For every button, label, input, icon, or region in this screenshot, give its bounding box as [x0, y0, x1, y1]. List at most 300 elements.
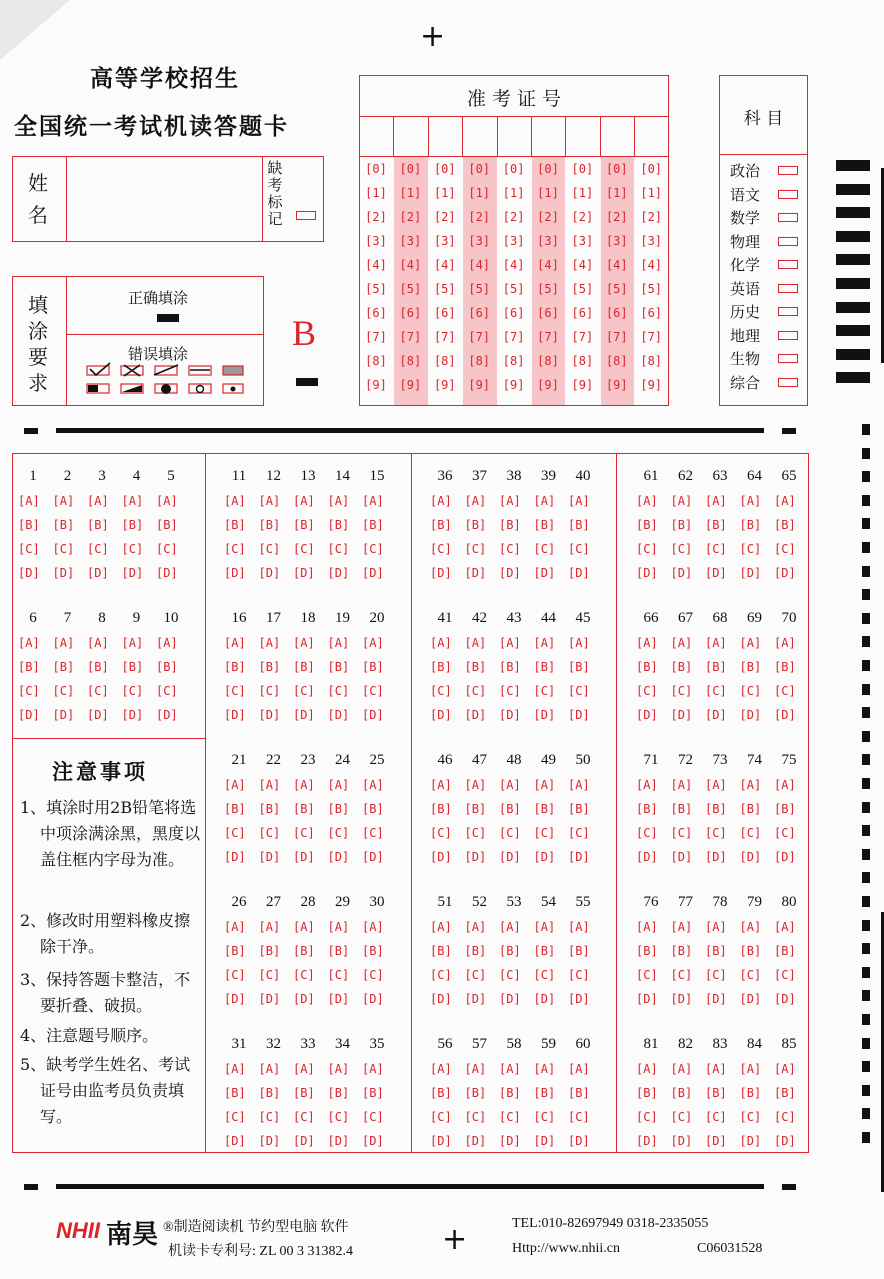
option-c-bubble[interactable] — [430, 968, 452, 982]
option-d-bubble[interactable] — [774, 1134, 796, 1148]
option-a-bubble[interactable] — [224, 636, 246, 650]
option-c-bubble[interactable] — [328, 684, 350, 698]
option-d-bubble[interactable] — [534, 566, 556, 580]
option-a-bubble[interactable] — [156, 636, 178, 650]
option-a-bubble[interactable] — [705, 1062, 727, 1076]
option-c-bubble[interactable] — [774, 1110, 796, 1124]
option-b-bubble[interactable] — [430, 660, 452, 674]
option-a-bubble[interactable] — [430, 1062, 452, 1076]
option-a-bubble[interactable] — [430, 920, 452, 934]
exam-digit-bubble[interactable] — [395, 210, 425, 224]
exam-digit-bubble[interactable] — [567, 282, 597, 296]
exam-digit-bubble[interactable] — [430, 186, 460, 200]
option-d-bubble[interactable] — [499, 1134, 521, 1148]
option-c-bubble[interactable] — [705, 542, 727, 556]
option-d-bubble[interactable] — [259, 992, 281, 1006]
option-b-bubble[interactable] — [259, 518, 281, 532]
option-d-bubble[interactable] — [465, 708, 487, 722]
option-d-bubble[interactable] — [430, 566, 452, 580]
option-b-bubble[interactable] — [740, 944, 762, 958]
option-b-bubble[interactable] — [328, 518, 350, 532]
option-c-bubble[interactable] — [87, 684, 109, 698]
option-a-bubble[interactable] — [636, 494, 658, 508]
option-b-bubble[interactable] — [328, 660, 350, 674]
exam-digit-bubble[interactable] — [395, 234, 425, 248]
option-c-bubble[interactable] — [122, 684, 144, 698]
option-d-bubble[interactable] — [705, 850, 727, 864]
option-a-bubble[interactable] — [293, 920, 315, 934]
option-a-bubble[interactable] — [774, 778, 796, 792]
option-c-bubble[interactable] — [499, 968, 521, 982]
exam-digit-bubble[interactable] — [533, 258, 563, 272]
option-b-bubble[interactable] — [259, 802, 281, 816]
subject-row[interactable] — [728, 325, 808, 347]
option-a-bubble[interactable] — [740, 778, 762, 792]
exam-digit-bubble[interactable] — [499, 186, 529, 200]
option-b-bubble[interactable] — [499, 802, 521, 816]
option-c-bubble[interactable] — [293, 1110, 315, 1124]
exam-digit-bubble[interactable] — [533, 210, 563, 224]
option-c-bubble[interactable] — [430, 826, 452, 840]
option-c-bubble[interactable] — [259, 1110, 281, 1124]
exam-digit-bubble[interactable] — [567, 186, 597, 200]
option-b-bubble[interactable] — [636, 944, 658, 958]
option-a-bubble[interactable] — [671, 1062, 693, 1076]
subject-row[interactable] — [728, 207, 808, 229]
exam-digit-bubble[interactable] — [636, 234, 666, 248]
exam-digit-bubble[interactable] — [499, 258, 529, 272]
option-a-bubble[interactable] — [705, 636, 727, 650]
option-a-bubble[interactable] — [740, 494, 762, 508]
exam-digit-bubble[interactable] — [636, 378, 666, 392]
option-b-bubble[interactable] — [534, 518, 556, 532]
exam-digit-bubble[interactable] — [499, 282, 529, 296]
option-d-bubble[interactable] — [534, 850, 556, 864]
option-c-bubble[interactable] — [465, 542, 487, 556]
option-b-bubble[interactable] — [18, 660, 40, 674]
option-b-bubble[interactable] — [122, 660, 144, 674]
option-a-bubble[interactable] — [259, 920, 281, 934]
subject-row[interactable] — [728, 184, 808, 206]
option-a-bubble[interactable] — [534, 778, 556, 792]
option-b-bubble[interactable] — [568, 1086, 590, 1100]
option-b-bubble[interactable] — [328, 802, 350, 816]
option-b-bubble[interactable] — [259, 944, 281, 958]
option-b-bubble[interactable] — [465, 660, 487, 674]
exam-digit-bubble[interactable] — [464, 258, 494, 272]
option-d-bubble[interactable] — [18, 708, 40, 722]
option-b-bubble[interactable] — [465, 1086, 487, 1100]
option-d-bubble[interactable] — [430, 992, 452, 1006]
option-c-bubble[interactable] — [636, 826, 658, 840]
exam-digit-bubble[interactable] — [499, 210, 529, 224]
option-a-bubble[interactable] — [18, 636, 40, 650]
option-c-bubble[interactable] — [774, 684, 796, 698]
option-a-bubble[interactable] — [499, 636, 521, 650]
option-b-bubble[interactable] — [740, 802, 762, 816]
option-a-bubble[interactable] — [774, 494, 796, 508]
subject-bubble[interactable] — [778, 166, 798, 175]
option-d-bubble[interactable] — [328, 566, 350, 580]
option-d-bubble[interactable] — [636, 708, 658, 722]
option-a-bubble[interactable] — [362, 1062, 384, 1076]
option-d-bubble[interactable] — [430, 850, 452, 864]
option-c-bubble[interactable] — [328, 826, 350, 840]
option-d-bubble[interactable] — [53, 708, 75, 722]
exam-digit-bubble[interactable] — [533, 330, 563, 344]
option-d-bubble[interactable] — [499, 992, 521, 1006]
exam-digit-bubble[interactable] — [464, 210, 494, 224]
option-b-bubble[interactable] — [430, 518, 452, 532]
option-b-bubble[interactable] — [774, 660, 796, 674]
option-d-bubble[interactable] — [671, 566, 693, 580]
option-b-bubble[interactable] — [740, 660, 762, 674]
option-d-bubble[interactable] — [568, 1134, 590, 1148]
exam-number-write-cell[interactable] — [499, 118, 529, 154]
option-d-bubble[interactable] — [156, 708, 178, 722]
subject-row[interactable] — [728, 160, 808, 182]
option-a-bubble[interactable] — [499, 494, 521, 508]
option-d-bubble[interactable] — [87, 566, 109, 580]
option-b-bubble[interactable] — [636, 660, 658, 674]
option-c-bubble[interactable] — [224, 1110, 246, 1124]
option-a-bubble[interactable] — [328, 920, 350, 934]
exam-digit-bubble[interactable] — [430, 330, 460, 344]
option-d-bubble[interactable] — [740, 1134, 762, 1148]
option-a-bubble[interactable] — [568, 494, 590, 508]
exam-digit-bubble[interactable] — [430, 378, 460, 392]
option-b-bubble[interactable] — [534, 802, 556, 816]
option-a-bubble[interactable] — [671, 494, 693, 508]
exam-digit-bubble[interactable] — [361, 282, 391, 296]
option-d-bubble[interactable] — [568, 992, 590, 1006]
option-b-bubble[interactable] — [499, 944, 521, 958]
exam-digit-bubble[interactable] — [430, 306, 460, 320]
option-b-bubble[interactable] — [465, 944, 487, 958]
option-b-bubble[interactable] — [430, 944, 452, 958]
option-a-bubble[interactable] — [705, 920, 727, 934]
option-a-bubble[interactable] — [259, 1062, 281, 1076]
option-d-bubble[interactable] — [259, 566, 281, 580]
option-d-bubble[interactable] — [774, 708, 796, 722]
option-a-bubble[interactable] — [362, 778, 384, 792]
exam-digit-bubble[interactable] — [602, 378, 632, 392]
option-b-bubble[interactable] — [362, 944, 384, 958]
exam-digit-bubble[interactable] — [602, 186, 632, 200]
option-b-bubble[interactable] — [705, 518, 727, 532]
option-b-bubble[interactable] — [534, 1086, 556, 1100]
option-b-bubble[interactable] — [362, 518, 384, 532]
option-b-bubble[interactable] — [259, 1086, 281, 1100]
option-d-bubble[interactable] — [362, 1134, 384, 1148]
exam-digit-bubble[interactable] — [533, 162, 563, 176]
exam-digit-bubble[interactable] — [430, 234, 460, 248]
option-b-bubble[interactable] — [534, 660, 556, 674]
option-c-bubble[interactable] — [568, 542, 590, 556]
option-c-bubble[interactable] — [362, 826, 384, 840]
exam-digit-bubble[interactable] — [361, 258, 391, 272]
exam-digit-bubble[interactable] — [464, 306, 494, 320]
option-d-bubble[interactable] — [259, 708, 281, 722]
option-a-bubble[interactable] — [293, 494, 315, 508]
option-c-bubble[interactable] — [499, 1110, 521, 1124]
option-c-bubble[interactable] — [740, 826, 762, 840]
option-a-bubble[interactable] — [465, 778, 487, 792]
option-c-bubble[interactable] — [293, 542, 315, 556]
option-c-bubble[interactable] — [705, 826, 727, 840]
option-d-bubble[interactable] — [362, 708, 384, 722]
option-b-bubble[interactable] — [224, 802, 246, 816]
option-a-bubble[interactable] — [465, 636, 487, 650]
option-d-bubble[interactable] — [636, 566, 658, 580]
exam-digit-bubble[interactable] — [636, 162, 666, 176]
option-b-bubble[interactable] — [534, 944, 556, 958]
subject-row[interactable] — [728, 254, 808, 276]
option-a-bubble[interactable] — [740, 636, 762, 650]
option-d-bubble[interactable] — [705, 992, 727, 1006]
option-a-bubble[interactable] — [499, 920, 521, 934]
exam-number-write-cell[interactable] — [533, 118, 563, 154]
option-b-bubble[interactable] — [740, 518, 762, 532]
option-d-bubble[interactable] — [671, 708, 693, 722]
option-c-bubble[interactable] — [53, 684, 75, 698]
option-b-bubble[interactable] — [705, 660, 727, 674]
subject-bubble[interactable] — [778, 260, 798, 269]
option-c-bubble[interactable] — [740, 542, 762, 556]
option-c-bubble[interactable] — [568, 826, 590, 840]
option-d-bubble[interactable] — [293, 850, 315, 864]
option-a-bubble[interactable] — [499, 1062, 521, 1076]
option-b-bubble[interactable] — [568, 660, 590, 674]
subject-row[interactable] — [728, 231, 808, 253]
exam-digit-bubble[interactable] — [361, 186, 391, 200]
option-b-bubble[interactable] — [705, 802, 727, 816]
option-b-bubble[interactable] — [774, 802, 796, 816]
exam-digit-bubble[interactable] — [499, 306, 529, 320]
option-d-bubble[interactable] — [499, 566, 521, 580]
subject-bubble[interactable] — [778, 354, 798, 363]
option-a-bubble[interactable] — [362, 494, 384, 508]
option-a-bubble[interactable] — [465, 1062, 487, 1076]
option-a-bubble[interactable] — [568, 778, 590, 792]
absent-mark-bubble[interactable] — [296, 211, 316, 220]
option-c-bubble[interactable] — [328, 968, 350, 982]
option-a-bubble[interactable] — [87, 494, 109, 508]
option-a-bubble[interactable] — [740, 920, 762, 934]
option-b-bubble[interactable] — [328, 944, 350, 958]
exam-digit-bubble[interactable] — [636, 210, 666, 224]
exam-digit-bubble[interactable] — [567, 210, 597, 224]
option-b-bubble[interactable] — [774, 1086, 796, 1100]
exam-digit-bubble[interactable] — [602, 234, 632, 248]
option-c-bubble[interactable] — [568, 968, 590, 982]
option-b-bubble[interactable] — [293, 518, 315, 532]
option-a-bubble[interactable] — [122, 494, 144, 508]
option-b-bubble[interactable] — [499, 1086, 521, 1100]
exam-digit-bubble[interactable] — [361, 354, 391, 368]
exam-digit-bubble[interactable] — [430, 354, 460, 368]
option-c-bubble[interactable] — [259, 542, 281, 556]
option-a-bubble[interactable] — [293, 636, 315, 650]
exam-digit-bubble[interactable] — [567, 378, 597, 392]
option-a-bubble[interactable] — [636, 636, 658, 650]
option-a-bubble[interactable] — [328, 636, 350, 650]
option-a-bubble[interactable] — [430, 494, 452, 508]
option-d-bubble[interactable] — [224, 708, 246, 722]
exam-digit-bubble[interactable] — [361, 234, 391, 248]
exam-digit-bubble[interactable] — [567, 234, 597, 248]
option-b-bubble[interactable] — [293, 944, 315, 958]
option-b-bubble[interactable] — [705, 1086, 727, 1100]
option-c-bubble[interactable] — [774, 826, 796, 840]
option-d-bubble[interactable] — [465, 850, 487, 864]
subject-bubble[interactable] — [778, 331, 798, 340]
exam-digit-bubble[interactable] — [395, 330, 425, 344]
option-a-bubble[interactable] — [224, 778, 246, 792]
option-b-bubble[interactable] — [465, 518, 487, 532]
option-b-bubble[interactable] — [430, 1086, 452, 1100]
option-d-bubble[interactable] — [774, 992, 796, 1006]
option-a-bubble[interactable] — [705, 778, 727, 792]
option-c-bubble[interactable] — [774, 542, 796, 556]
option-c-bubble[interactable] — [53, 542, 75, 556]
option-c-bubble[interactable] — [774, 968, 796, 982]
option-b-bubble[interactable] — [156, 518, 178, 532]
option-c-bubble[interactable] — [740, 968, 762, 982]
option-c-bubble[interactable] — [568, 1110, 590, 1124]
option-b-bubble[interactable] — [259, 660, 281, 674]
option-c-bubble[interactable] — [328, 542, 350, 556]
option-b-bubble[interactable] — [224, 518, 246, 532]
exam-digit-bubble[interactable] — [567, 330, 597, 344]
exam-number-write-cell[interactable] — [636, 118, 666, 154]
option-b-bubble[interactable] — [705, 944, 727, 958]
option-c-bubble[interactable] — [705, 684, 727, 698]
option-a-bubble[interactable] — [362, 920, 384, 934]
option-b-bubble[interactable] — [362, 802, 384, 816]
option-a-bubble[interactable] — [465, 920, 487, 934]
option-b-bubble[interactable] — [671, 1086, 693, 1100]
option-b-bubble[interactable] — [499, 660, 521, 674]
option-b-bubble[interactable] — [293, 660, 315, 674]
option-d-bubble[interactable] — [224, 850, 246, 864]
option-d-bubble[interactable] — [293, 708, 315, 722]
exam-digit-bubble[interactable] — [395, 282, 425, 296]
option-d-bubble[interactable] — [328, 1134, 350, 1148]
option-c-bubble[interactable] — [259, 684, 281, 698]
exam-digit-bubble[interactable] — [533, 378, 563, 392]
option-b-bubble[interactable] — [87, 518, 109, 532]
option-b-bubble[interactable] — [18, 518, 40, 532]
option-d-bubble[interactable] — [774, 566, 796, 580]
exam-digit-bubble[interactable] — [636, 258, 666, 272]
option-d-bubble[interactable] — [122, 708, 144, 722]
exam-digit-bubble[interactable] — [499, 354, 529, 368]
option-d-bubble[interactable] — [224, 992, 246, 1006]
option-d-bubble[interactable] — [328, 708, 350, 722]
exam-digit-bubble[interactable] — [533, 354, 563, 368]
option-a-bubble[interactable] — [259, 636, 281, 650]
subject-bubble[interactable] — [778, 237, 798, 246]
exam-digit-bubble[interactable] — [499, 234, 529, 248]
option-b-bubble[interactable] — [53, 518, 75, 532]
option-c-bubble[interactable] — [293, 684, 315, 698]
option-a-bubble[interactable] — [87, 636, 109, 650]
option-c-bubble[interactable] — [671, 826, 693, 840]
exam-digit-bubble[interactable] — [602, 210, 632, 224]
exam-number-write-cell[interactable] — [567, 118, 597, 154]
exam-digit-bubble[interactable] — [499, 378, 529, 392]
option-d-bubble[interactable] — [740, 992, 762, 1006]
option-c-bubble[interactable] — [671, 684, 693, 698]
option-c-bubble[interactable] — [224, 826, 246, 840]
exam-number-write-cell[interactable] — [395, 118, 425, 154]
exam-digit-bubble[interactable] — [499, 162, 529, 176]
option-a-bubble[interactable] — [259, 494, 281, 508]
option-c-bubble[interactable] — [362, 684, 384, 698]
option-b-bubble[interactable] — [774, 518, 796, 532]
exam-number-write-cell[interactable] — [464, 118, 494, 154]
option-c-bubble[interactable] — [534, 826, 556, 840]
option-b-bubble[interactable] — [293, 1086, 315, 1100]
option-d-bubble[interactable] — [499, 850, 521, 864]
option-b-bubble[interactable] — [87, 660, 109, 674]
exam-digit-bubble[interactable] — [361, 210, 391, 224]
option-d-bubble[interactable] — [328, 992, 350, 1006]
exam-digit-bubble[interactable] — [602, 330, 632, 344]
option-d-bubble[interactable] — [671, 850, 693, 864]
option-a-bubble[interactable] — [534, 1062, 556, 1076]
option-c-bubble[interactable] — [328, 1110, 350, 1124]
option-a-bubble[interactable] — [328, 778, 350, 792]
option-b-bubble[interactable] — [671, 944, 693, 958]
option-c-bubble[interactable] — [224, 968, 246, 982]
option-d-bubble[interactable] — [156, 566, 178, 580]
option-c-bubble[interactable] — [740, 684, 762, 698]
subject-row[interactable] — [728, 372, 808, 394]
exam-digit-bubble[interactable] — [361, 162, 391, 176]
option-c-bubble[interactable] — [534, 968, 556, 982]
option-a-bubble[interactable] — [499, 778, 521, 792]
option-b-bubble[interactable] — [740, 1086, 762, 1100]
option-b-bubble[interactable] — [568, 802, 590, 816]
option-c-bubble[interactable] — [362, 968, 384, 982]
option-a-bubble[interactable] — [740, 1062, 762, 1076]
option-d-bubble[interactable] — [636, 850, 658, 864]
exam-digit-bubble[interactable] — [567, 306, 597, 320]
option-d-bubble[interactable] — [568, 850, 590, 864]
exam-digit-bubble[interactable] — [464, 378, 494, 392]
option-b-bubble[interactable] — [362, 1086, 384, 1100]
option-c-bubble[interactable] — [636, 1110, 658, 1124]
option-c-bubble[interactable] — [87, 542, 109, 556]
option-c-bubble[interactable] — [671, 1110, 693, 1124]
option-a-bubble[interactable] — [534, 636, 556, 650]
option-d-bubble[interactable] — [362, 850, 384, 864]
option-b-bubble[interactable] — [156, 660, 178, 674]
option-d-bubble[interactable] — [430, 708, 452, 722]
exam-digit-bubble[interactable] — [395, 162, 425, 176]
exam-digit-bubble[interactable] — [636, 354, 666, 368]
exam-digit-bubble[interactable] — [602, 354, 632, 368]
option-d-bubble[interactable] — [671, 992, 693, 1006]
option-d-bubble[interactable] — [636, 1134, 658, 1148]
option-b-bubble[interactable] — [362, 660, 384, 674]
option-b-bubble[interactable] — [568, 518, 590, 532]
option-a-bubble[interactable] — [293, 1062, 315, 1076]
option-a-bubble[interactable] — [568, 636, 590, 650]
name-input-area[interactable] — [68, 158, 260, 240]
